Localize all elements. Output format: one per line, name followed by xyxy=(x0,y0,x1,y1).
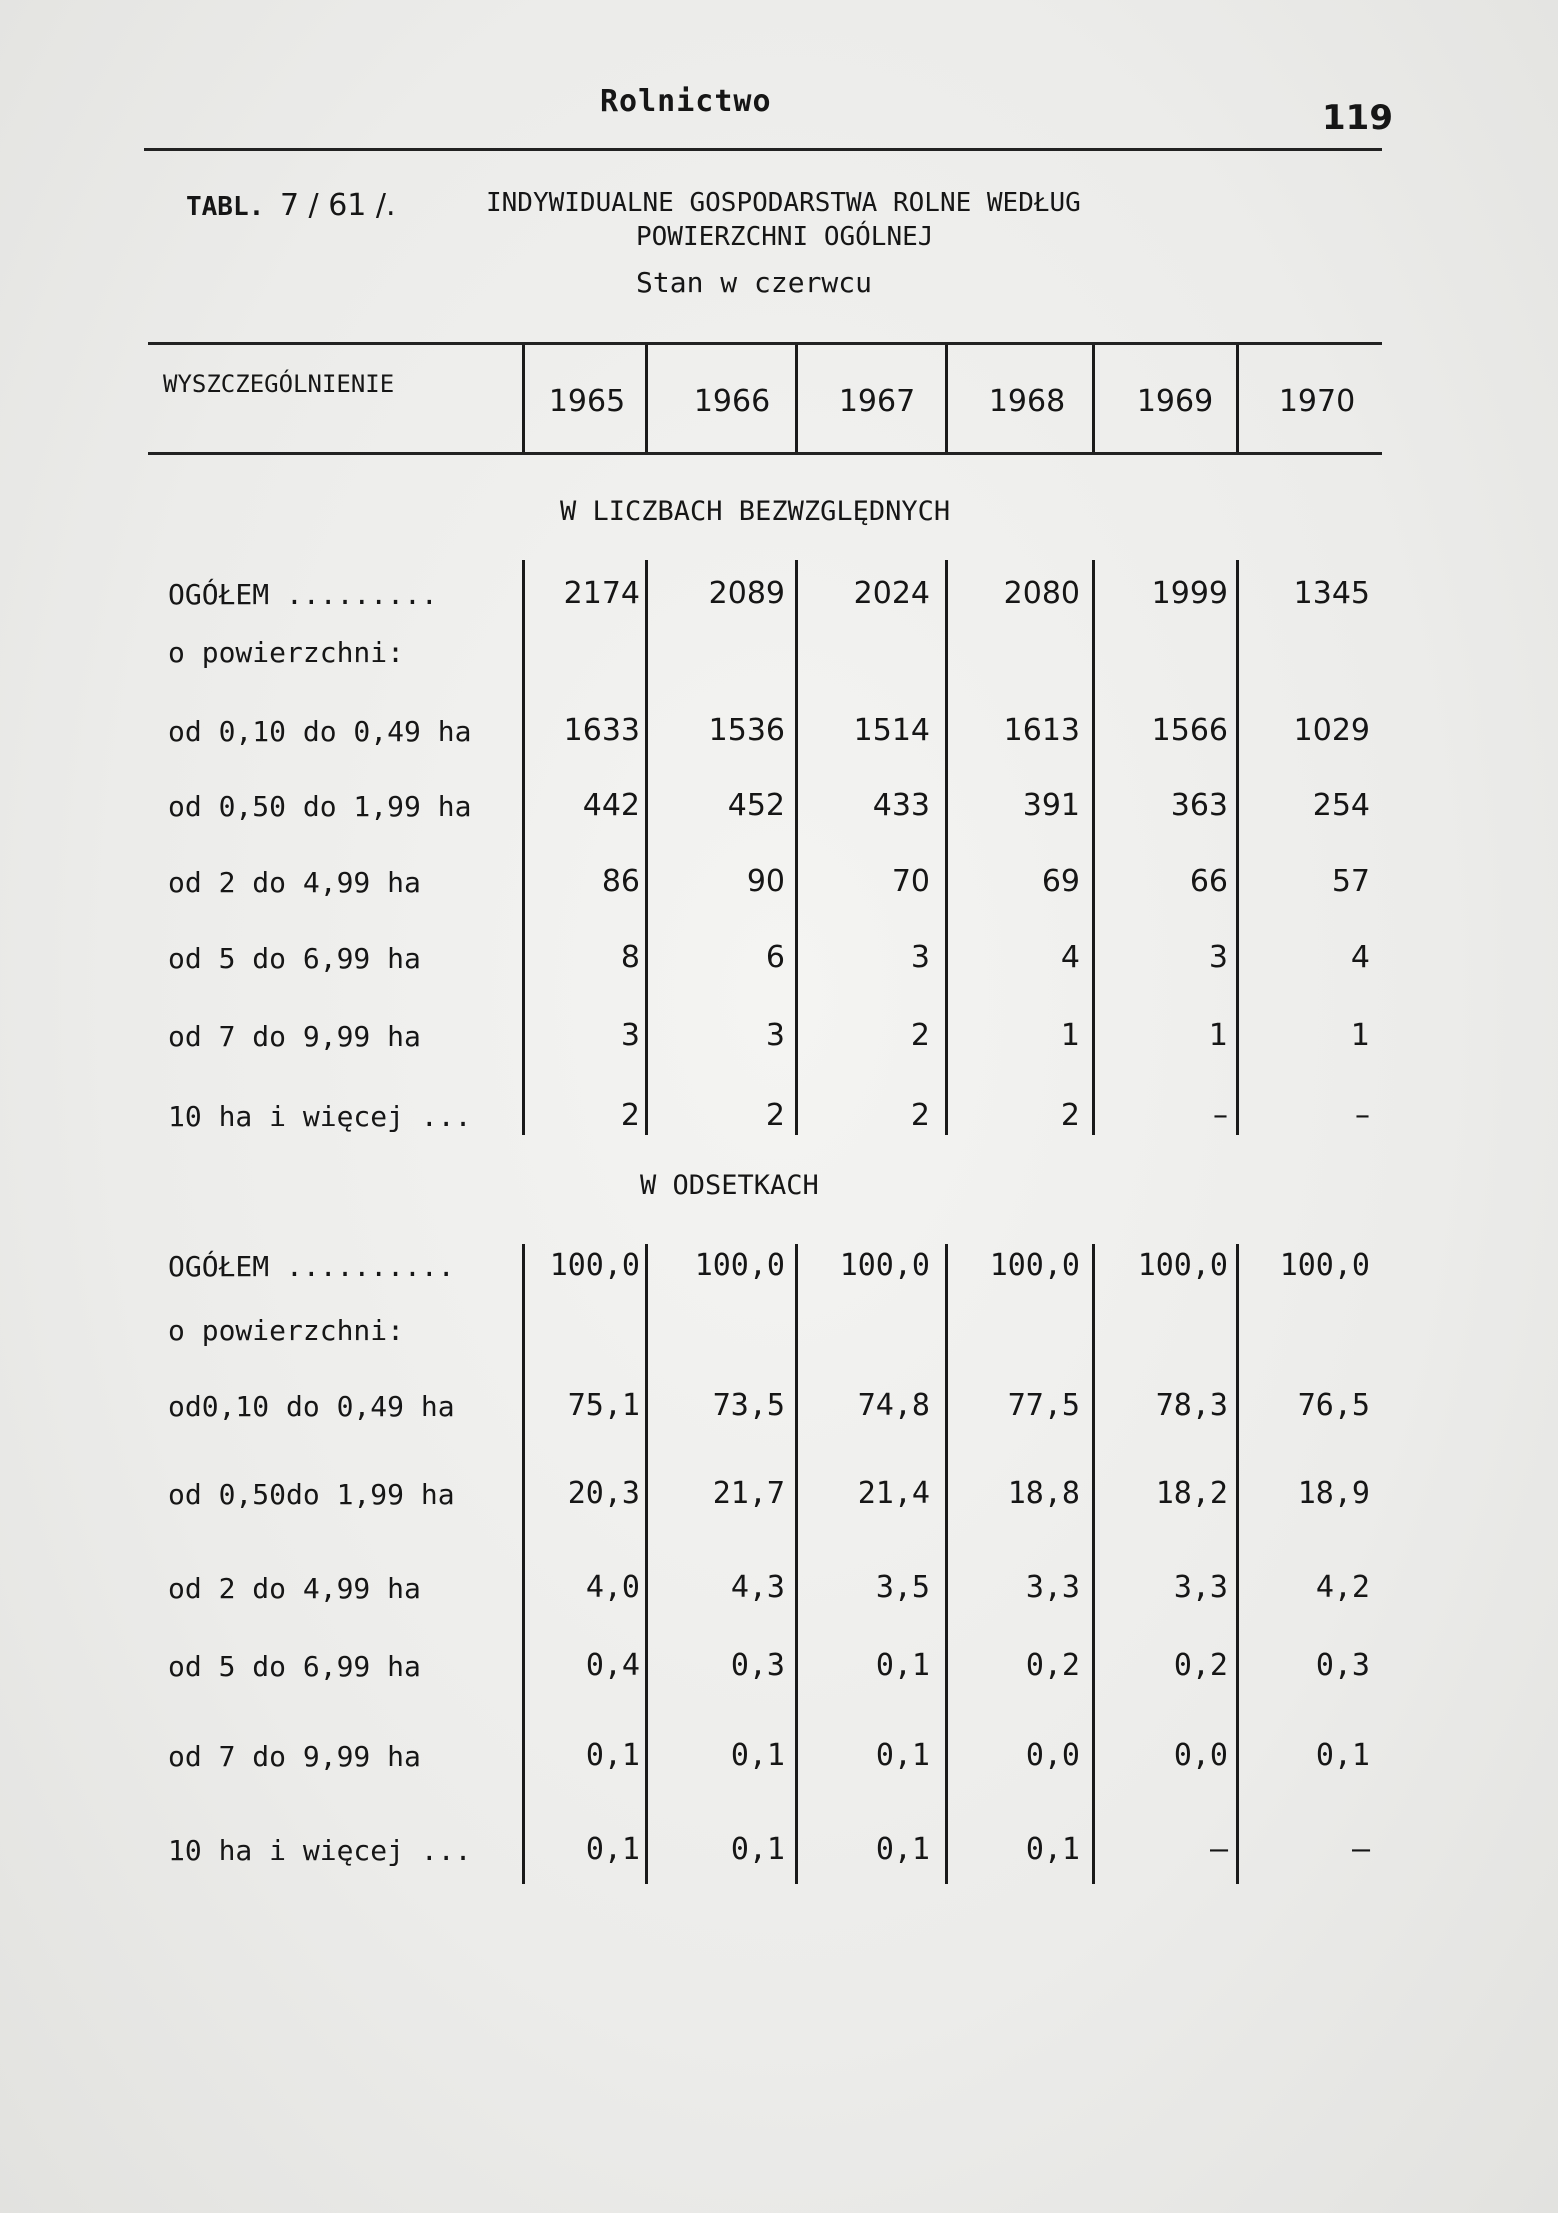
row-label: od0,10 do 0,49 ha xyxy=(168,1390,455,1423)
table-cell: 78,3 xyxy=(1155,1388,1228,1423)
row-label: od 5 do 6,99 ha xyxy=(168,1650,421,1683)
row-label: od 7 do 9,99 ha xyxy=(168,1020,421,1053)
year-header: 1967 xyxy=(838,384,916,419)
table-cell: 1345 xyxy=(1293,576,1370,611)
row-label: od 0,50 do 1,99 ha xyxy=(168,790,472,823)
table-cell: 18,2 xyxy=(1155,1476,1228,1511)
table-subtitle: Stan w czerwcu xyxy=(636,266,873,299)
table-cell: 0,1 xyxy=(730,1832,785,1867)
table-cell: 3,3 xyxy=(1173,1570,1228,1605)
table-cell: 391 xyxy=(1022,788,1080,823)
table-cell: 1029 xyxy=(1293,713,1370,748)
table-cell: 4 xyxy=(1350,940,1370,975)
row-label: od 5 do 6,99 ha xyxy=(168,942,421,975)
column-divider xyxy=(645,1244,648,1884)
year-header: 1968 xyxy=(988,384,1066,419)
table-cell: 3,3 xyxy=(1025,1570,1080,1605)
header-divider xyxy=(945,345,948,452)
table-cell: 0,1 xyxy=(875,1648,930,1683)
table-cell: 3 xyxy=(620,1018,640,1053)
row-label: 10 ha i więcej ... xyxy=(168,1834,472,1867)
table-cell: 2 xyxy=(1060,1098,1080,1133)
row-label: OGÓŁEM .......... xyxy=(168,1250,455,1283)
table-cell: 8 xyxy=(620,940,640,975)
table-label-number: 7 / 61 /. xyxy=(279,188,396,223)
table-cell: 100,0 xyxy=(1279,1248,1370,1283)
table-title-line2: POWIERZCHNI OGÓLNEJ xyxy=(636,222,934,252)
column-divider xyxy=(945,1244,948,1884)
table-cell: 77,5 xyxy=(1007,1388,1080,1423)
table-cell: 0,2 xyxy=(1025,1648,1080,1683)
column-divider xyxy=(1236,560,1239,1135)
table-cell: 1633 xyxy=(563,713,640,748)
table-cell: – xyxy=(1209,1832,1228,1867)
table-cell: 0,1 xyxy=(585,1738,640,1773)
table-cell: 1514 xyxy=(853,713,930,748)
row-label: od 2 do 4,99 ha xyxy=(168,866,421,899)
table-cell: 2089 xyxy=(708,576,785,611)
row-label: od 0,50do 1,99 ha xyxy=(168,1478,455,1511)
table-label xyxy=(186,188,396,223)
row-label: OGÓŁEM ......... xyxy=(168,578,438,611)
header-divider xyxy=(1092,345,1095,452)
table-cell: 86 xyxy=(601,864,640,899)
table-cell: 452 xyxy=(727,788,785,823)
table-cell: 100,0 xyxy=(839,1248,930,1283)
table-cell: 1999 xyxy=(1151,576,1228,611)
table-cell: 1536 xyxy=(708,713,785,748)
table-cell: 0,3 xyxy=(730,1648,785,1683)
table-cell: 1566 xyxy=(1151,713,1228,748)
table-cell: 69 xyxy=(1041,864,1080,899)
running-title: Rolnictwo xyxy=(600,84,772,119)
page-number: 119 xyxy=(1322,98,1393,138)
table-cell: – xyxy=(1213,1098,1228,1133)
table-cell: 442 xyxy=(582,788,640,823)
table-cell: 4,0 xyxy=(585,1570,640,1605)
table-cell: 1 xyxy=(1060,1018,1080,1053)
table-cell: – xyxy=(1355,1098,1370,1133)
column-divider xyxy=(522,560,525,1135)
table-cell: 3,5 xyxy=(875,1570,930,1605)
table-cell: 0,0 xyxy=(1173,1738,1228,1773)
table-cell: 75,1 xyxy=(567,1388,640,1423)
table-cell: 100,0 xyxy=(989,1248,1080,1283)
table-cell: 100,0 xyxy=(1137,1248,1228,1283)
table-cell: 2080 xyxy=(1003,576,1080,611)
column-divider xyxy=(1092,1244,1095,1884)
table-cell: 0,4 xyxy=(585,1648,640,1683)
year-header: 1966 xyxy=(693,384,771,419)
table-cell: 21,7 xyxy=(712,1476,785,1511)
table-cell: 70 xyxy=(891,864,930,899)
column-divider xyxy=(645,560,648,1135)
table-cell: 4 xyxy=(1060,940,1080,975)
section-title-percent: W ODSETKACH xyxy=(640,1170,819,1201)
table-cell: 100,0 xyxy=(694,1248,785,1283)
table-cell: 0,1 xyxy=(730,1738,785,1773)
table-cell: 433 xyxy=(872,788,930,823)
table-cell: 74,8 xyxy=(857,1388,930,1423)
year-header: 1965 xyxy=(548,384,626,419)
table-cell: 2174 xyxy=(563,576,640,611)
row-label: od 0,10 do 0,49 ha xyxy=(168,715,472,748)
table-cell: – xyxy=(1351,1832,1370,1867)
header-bottom-rule xyxy=(148,452,1382,455)
table-cell: 254 xyxy=(1312,788,1370,823)
table-cell: 1613 xyxy=(1003,713,1080,748)
header-rule xyxy=(144,148,1382,151)
table-cell: 20,3 xyxy=(567,1476,640,1511)
table-cell: 0,1 xyxy=(1315,1738,1370,1773)
table-cell: 4,2 xyxy=(1315,1570,1370,1605)
table-cell: 3 xyxy=(765,1018,785,1053)
column-divider xyxy=(1236,1244,1239,1884)
row-label: o powierzchni: xyxy=(168,636,405,669)
row-label: o powierzchni: xyxy=(168,1314,405,1347)
year-header: 1969 xyxy=(1136,384,1214,419)
table-cell: 6 xyxy=(765,940,785,975)
table-cell: 18,9 xyxy=(1297,1476,1370,1511)
table-cell: 4,3 xyxy=(730,1570,785,1605)
table-cell: 57 xyxy=(1331,864,1370,899)
column-divider xyxy=(795,560,798,1135)
table-cell: 2 xyxy=(910,1018,930,1053)
table-cell: 3 xyxy=(910,940,930,975)
table-cell: 2 xyxy=(765,1098,785,1133)
column-divider xyxy=(1092,560,1095,1135)
table-cell: 73,5 xyxy=(712,1388,785,1423)
row-label: od 2 do 4,99 ha xyxy=(168,1572,421,1605)
stub-header: WYSZCZEGÓLNIENIE xyxy=(163,370,395,398)
year-header: 1970 xyxy=(1278,384,1356,419)
column-divider xyxy=(522,1244,525,1884)
table-cell: 0,1 xyxy=(875,1738,930,1773)
table-cell: 90 xyxy=(746,864,785,899)
column-divider xyxy=(795,1244,798,1884)
table-cell: 100,0 xyxy=(549,1248,640,1283)
row-label: 10 ha i więcej ... xyxy=(168,1100,472,1133)
table-cell: 363 xyxy=(1170,788,1228,823)
table-cell: 2 xyxy=(620,1098,640,1133)
table-cell: 21,4 xyxy=(857,1476,930,1511)
table-cell: 76,5 xyxy=(1297,1388,1370,1423)
table-label-prefix: TABL. xyxy=(186,192,265,222)
section-title-absolute: W LICZBACH BEZWZGLĘDNYCH xyxy=(560,496,951,527)
table-cell: 0,3 xyxy=(1315,1648,1370,1683)
table-cell: 2 xyxy=(910,1098,930,1133)
table-cell: 0,0 xyxy=(1025,1738,1080,1773)
table-cell: 1 xyxy=(1350,1018,1370,1053)
column-divider xyxy=(945,560,948,1135)
table-cell: 0,1 xyxy=(1025,1832,1080,1867)
table-title-line1: INDYWIDUALNE GOSPODARSTWA ROLNE WEDŁUG xyxy=(486,188,1081,218)
table-cell: 0,1 xyxy=(585,1832,640,1867)
table-cell: 3 xyxy=(1208,940,1228,975)
table-cell: 18,8 xyxy=(1007,1476,1080,1511)
row-label: od 7 do 9,99 ha xyxy=(168,1740,421,1773)
table-cell: 0,1 xyxy=(875,1832,930,1867)
table-cell: 1 xyxy=(1208,1018,1228,1053)
table-top-rule xyxy=(148,342,1382,345)
table-cell: 66 xyxy=(1189,864,1228,899)
table-cell: 2024 xyxy=(853,576,930,611)
table-cell: 0,2 xyxy=(1173,1648,1228,1683)
